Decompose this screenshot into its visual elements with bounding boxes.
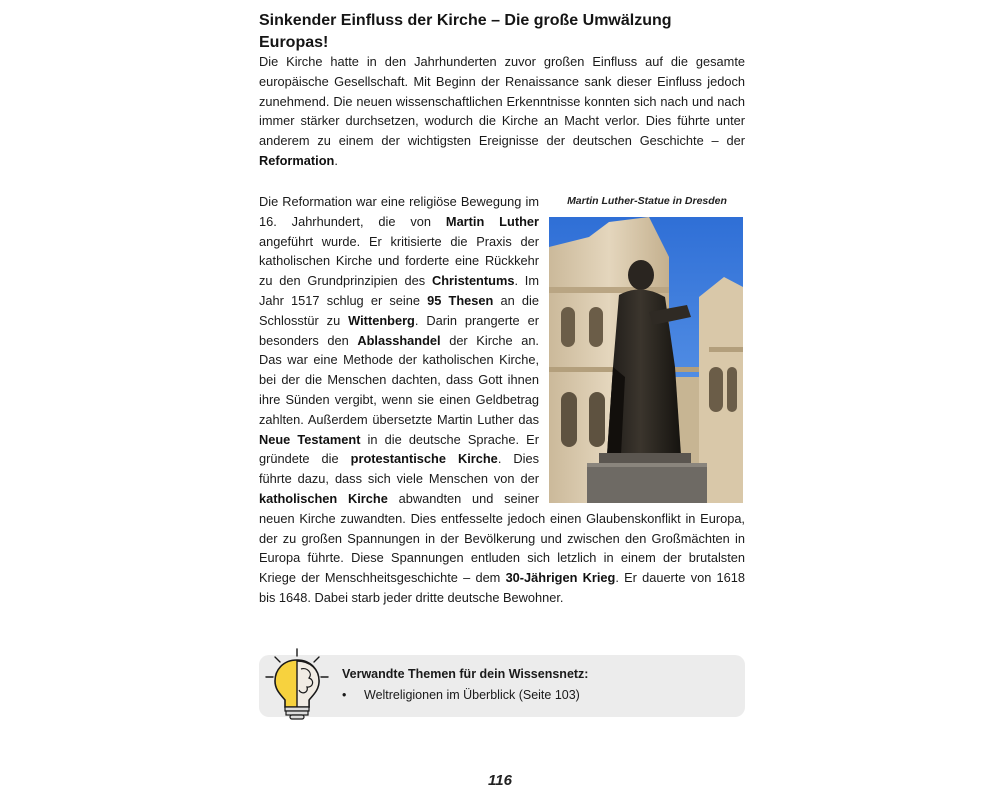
text-run: angeführt wurde. Er kritisierte die Praxis der katholischen Kirche und forderte eine Rückkehr zu den Grundprinzipien des bbox=[259, 233, 539, 289]
bold-term: Reformation bbox=[259, 152, 335, 168]
text-run: . Dies führte dazu, dass sich viele Menschen von der bbox=[259, 451, 539, 487]
text-run: der Kirche an. Das war eine Methode der katholischen Kirche, bei der die Menschen dachten, dass Gott ihnen ihre Sünden vergibt, wenn sie einen Geldbetrag zahlten. Außerdem übersetzte Martin Luther das bbox=[259, 332, 539, 427]
reformation-section bbox=[259, 192, 745, 608]
page-title: Sinkender Einfluss der Kirche – Die große Umwälzung Europas! bbox=[259, 12, 672, 51]
bold-term: Christentums bbox=[431, 273, 515, 289]
bold-term: Martin Luther bbox=[445, 213, 539, 229]
bold-term: Wittenberg bbox=[348, 312, 415, 328]
page-content bbox=[259, 10, 746, 605]
text-run: in die deutsche Sprache. Er gründete die bbox=[259, 431, 539, 467]
text-run: . Er dauerte von 1618 bis 1648. Dabei starb jeder dritte deutsche Bewohner. bbox=[259, 570, 746, 605]
lightbulb-brain-icon bbox=[263, 647, 331, 723]
luther-statue-photo bbox=[549, 217, 743, 503]
bullet: • bbox=[342, 688, 347, 702]
text-run: Die Kirche hatte in den Jahrhunderten zuvor großen Einfluss auf die gesamte europäische Gesellschaft. Mit Beginn der Renaissance sank dieser Einfluss jedoch zunehmend. Die neuen wissenschaftlichen Erkenntnisse konnten sich nach und nach immer stärker durchsetzen, wodurch die Kirche an Macht verlor. Dies führte unter anderem zu einem der wichtigsten Ereignisse der deutschen Geschichte – der bbox=[259, 54, 745, 149]
bold-term: Neue Testament bbox=[259, 431, 361, 447]
bold-term: 95 Thesen bbox=[427, 292, 494, 308]
bold-term: Ablasshandel bbox=[357, 332, 441, 348]
bold-term: katholischen Kirche bbox=[259, 490, 388, 506]
related-topic-item bbox=[342, 686, 580, 704]
text-run: . bbox=[334, 152, 338, 168]
text-run: . Darin prangerte er besonders den bbox=[259, 312, 539, 348]
text-run: an die Schlosstür zu bbox=[259, 292, 539, 328]
related-topic-label: Weltreligionen im Überblick (Seite 103) bbox=[364, 688, 580, 702]
text-run: Die Reformation war eine religiöse Bewegung im 16. Jahrhundert, die von bbox=[259, 194, 539, 229]
related-topics-title: Verwandte Themen für dein Wissensnetz: bbox=[342, 667, 589, 681]
related-topics-box bbox=[259, 655, 745, 717]
figure bbox=[549, 194, 745, 503]
text-run: . Im Jahr 1517 schlug er seine bbox=[259, 273, 540, 308]
figure-caption: Martin Luther-Statue in Dresden bbox=[567, 195, 727, 207]
intro-paragraph bbox=[259, 52, 745, 171]
related-topics-list bbox=[342, 686, 580, 704]
bold-term: 30-Jährigen Krieg bbox=[505, 570, 616, 586]
page-number: 116 bbox=[488, 772, 512, 789]
text-run: abwandten und seiner neuen Kirche zuwandten. Dies entfesselte jedoch einen Glaubenskonflikt in Europa, der zu großen Spannungen in der Bevölkerung und zwischen den Großmächten in Europa führte. Diese Spannungen entluden sich letzlich in einem der brutalsten Kriege der Menschheitsgeschichte – dem bbox=[259, 490, 745, 586]
bold-term: protestantische Kirche bbox=[350, 451, 498, 467]
